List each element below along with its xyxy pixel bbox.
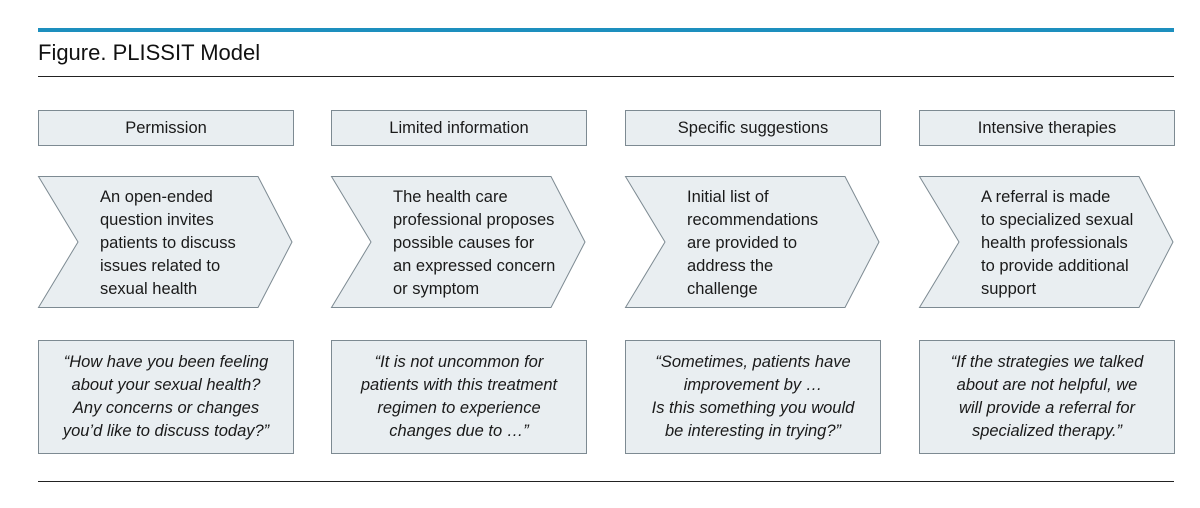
- stage-label: Intensive therapies: [977, 118, 1117, 137]
- stage-column-specific-suggestions: [625, 0, 881, 508]
- stage-column-limited-information: [331, 0, 587, 508]
- example-quote: “How have you been feeling about your sexual health? Any concerns or changes you’d like to discuss today?”: [62, 353, 270, 440]
- example-quote: “If the strategies we talked about are not helpful, we will provide a referral for specialized therapy.”: [950, 353, 1144, 440]
- stage-label-box: [625, 110, 881, 146]
- stage-description: The health care professional proposes possible causes for an expressed concern or symptom: [393, 188, 556, 298]
- example-quote-box: [38, 340, 294, 454]
- stage-description: Initial list of recommendations are provided to address the challenge: [687, 188, 819, 298]
- example-quote: “Sometimes, patients have improvement by … Is this something you would be interesting in trying?”: [651, 353, 855, 440]
- example-quote-box: [625, 340, 881, 454]
- stage-label-box: [38, 110, 294, 146]
- example-quote-box: [331, 340, 587, 454]
- stage-label-box: [331, 110, 587, 146]
- stage-column-intensive-therapies: [919, 0, 1175, 508]
- figure-title: Figure. PLISSIT Model: [38, 40, 261, 65]
- stage-label-box: [919, 110, 1175, 146]
- example-quote: “It is not uncommon for patients with this treatment regimen to experience changes due to …”: [360, 353, 558, 440]
- bottom-divider: [38, 481, 1174, 482]
- stage-description: An open-ended question invites patients to discuss issues related to sexual health: [100, 188, 236, 298]
- stage-label: Specific suggestions: [677, 118, 829, 137]
- stage-label: Limited information: [389, 118, 529, 137]
- example-quote-box: [919, 340, 1175, 454]
- stage-label: Permission: [125, 118, 207, 137]
- stage-column-permission: [38, 0, 294, 508]
- stage-description: A referral is made to specialized sexual health professionals to provide additional support: [981, 188, 1134, 298]
